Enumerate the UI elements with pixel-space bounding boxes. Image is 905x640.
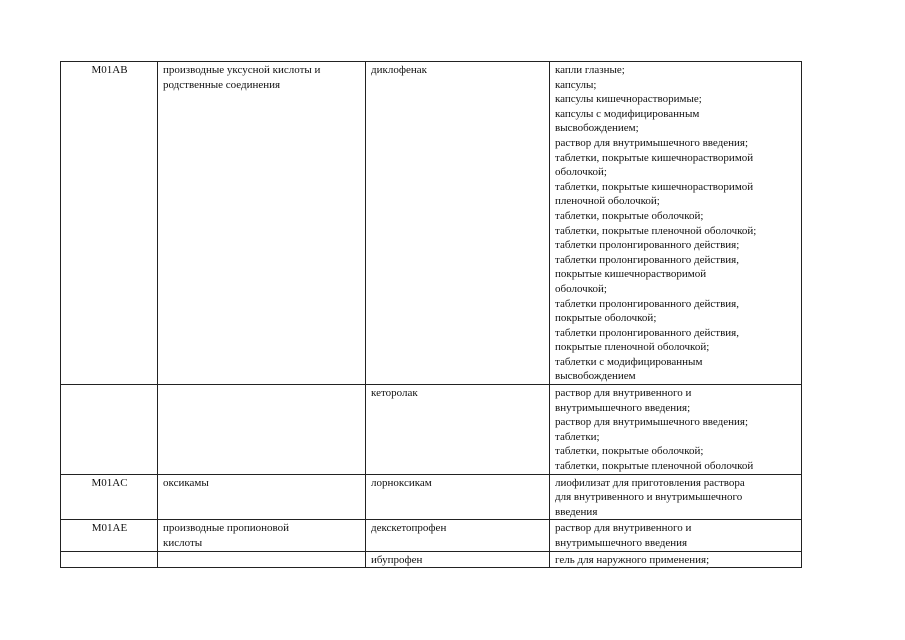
pharmacological-group-cell (158, 474, 366, 520)
table-row (61, 551, 802, 568)
dosage-form-line: таблетки, покрытые оболочкой; (555, 445, 704, 458)
dosage-form-line: таблетки, покрытые кишечнорастворимой (555, 180, 754, 193)
dosage-forms-cell (550, 62, 802, 385)
pharmacological-group-cell (158, 520, 366, 551)
dosage-form-line: таблетки, покрытые оболочкой; (555, 209, 704, 222)
dosage-form-line: покрытые оболочкой; (555, 312, 657, 325)
pharmacological-group-cell (158, 62, 366, 385)
dosage-forms-cell (550, 474, 802, 520)
dosage-form-line: таблетки, покрытые кишечнорастворимой (555, 151, 754, 164)
substance-name-cell: диклофенак (366, 62, 550, 385)
table-row (61, 62, 802, 385)
group-text-line: кислоты (163, 537, 203, 549)
dosage-form-line: раствор для внутривенного и (555, 387, 692, 400)
dosage-form-line: капсулы кишечнорастворимые; (555, 93, 702, 106)
dosage-form-line: капли глазные; (555, 64, 625, 76)
dosage-form-line: внутримышечного введения; (555, 401, 691, 414)
table-body (61, 62, 802, 568)
dosage-form-line: капсулы; (555, 78, 597, 91)
dosage-form-line: раствор для внутримышечного введения; (555, 136, 749, 149)
dosage-form-line: покрытые кишечнорастворимой (555, 268, 707, 281)
dosage-forms-cell (550, 551, 802, 568)
dosage-form-line: лиофилизат для приготовления раствора (555, 476, 745, 489)
dosage-form-line: таблетки пролонгированного действия; (555, 239, 740, 252)
dosage-form-line: таблетки, покрытые пленочной оболочкой; (555, 224, 757, 237)
dosage-form-line: таблетки; (555, 430, 600, 443)
substance-name-cell: декскетопрофен (366, 520, 550, 551)
dosage-form-line: введения (555, 505, 598, 518)
dosage-forms-cell (550, 385, 802, 475)
table-row (61, 385, 802, 475)
dosage-form-line: внутримышечного введения (555, 537, 688, 549)
dosage-form-line: для внутривенного и внутримышечного (555, 491, 743, 504)
group-text-line: производные пропионовой (163, 522, 289, 535)
dosage-form-line: оболочкой; (555, 282, 607, 295)
dosage-form-line: таблетки, покрытые пленочной оболочкой (555, 460, 754, 473)
drug-classification-table (60, 61, 802, 568)
substance-name-cell: ибупрофен (366, 551, 550, 568)
dosage-form-line: пленочной оболочкой; (555, 195, 660, 208)
substance-name-cell: лорноксикам (366, 474, 550, 520)
group-text-line: производные уксусной кислоты и (163, 64, 321, 76)
pharmacological-group-cell (158, 551, 366, 568)
dosage-form-line: таблетки пролонгированного действия, (555, 253, 739, 266)
dosage-form-line: раствор для внутривенного и (555, 522, 692, 535)
dosage-form-line: оболочкой; (555, 166, 607, 179)
atc-code-cell (61, 551, 158, 568)
dosage-form-line: таблетки с модифицированным (555, 355, 703, 368)
substance-name-cell: кеторолак (366, 385, 550, 475)
dosage-form-line: таблетки пролонгированного действия, (555, 326, 739, 339)
group-text-line: оксикамы (163, 476, 209, 489)
pharmacological-group-cell (158, 385, 366, 475)
dosage-forms-cell (550, 520, 802, 551)
dosage-form-line: высвобождением (555, 370, 636, 383)
dosage-form-line: раствор для внутримышечного введения; (555, 416, 749, 429)
dosage-form-line: гель для наружного применения; (555, 553, 710, 566)
atc-code-cell: M01AC (61, 474, 158, 520)
table-row (61, 520, 802, 551)
group-text-line: родственные соединения (163, 78, 281, 91)
dosage-form-line: таблетки пролонгированного действия, (555, 297, 739, 310)
dosage-form-line: высвобождением; (555, 122, 639, 135)
atc-code-cell: M01AB (61, 62, 158, 385)
dosage-form-line: капсулы с модифицированным (555, 107, 700, 120)
atc-code-cell: M01AE (61, 520, 158, 551)
dosage-form-line: покрытые пленочной оболочкой; (555, 341, 710, 354)
table-row (61, 474, 802, 520)
atc-code-cell (61, 385, 158, 475)
